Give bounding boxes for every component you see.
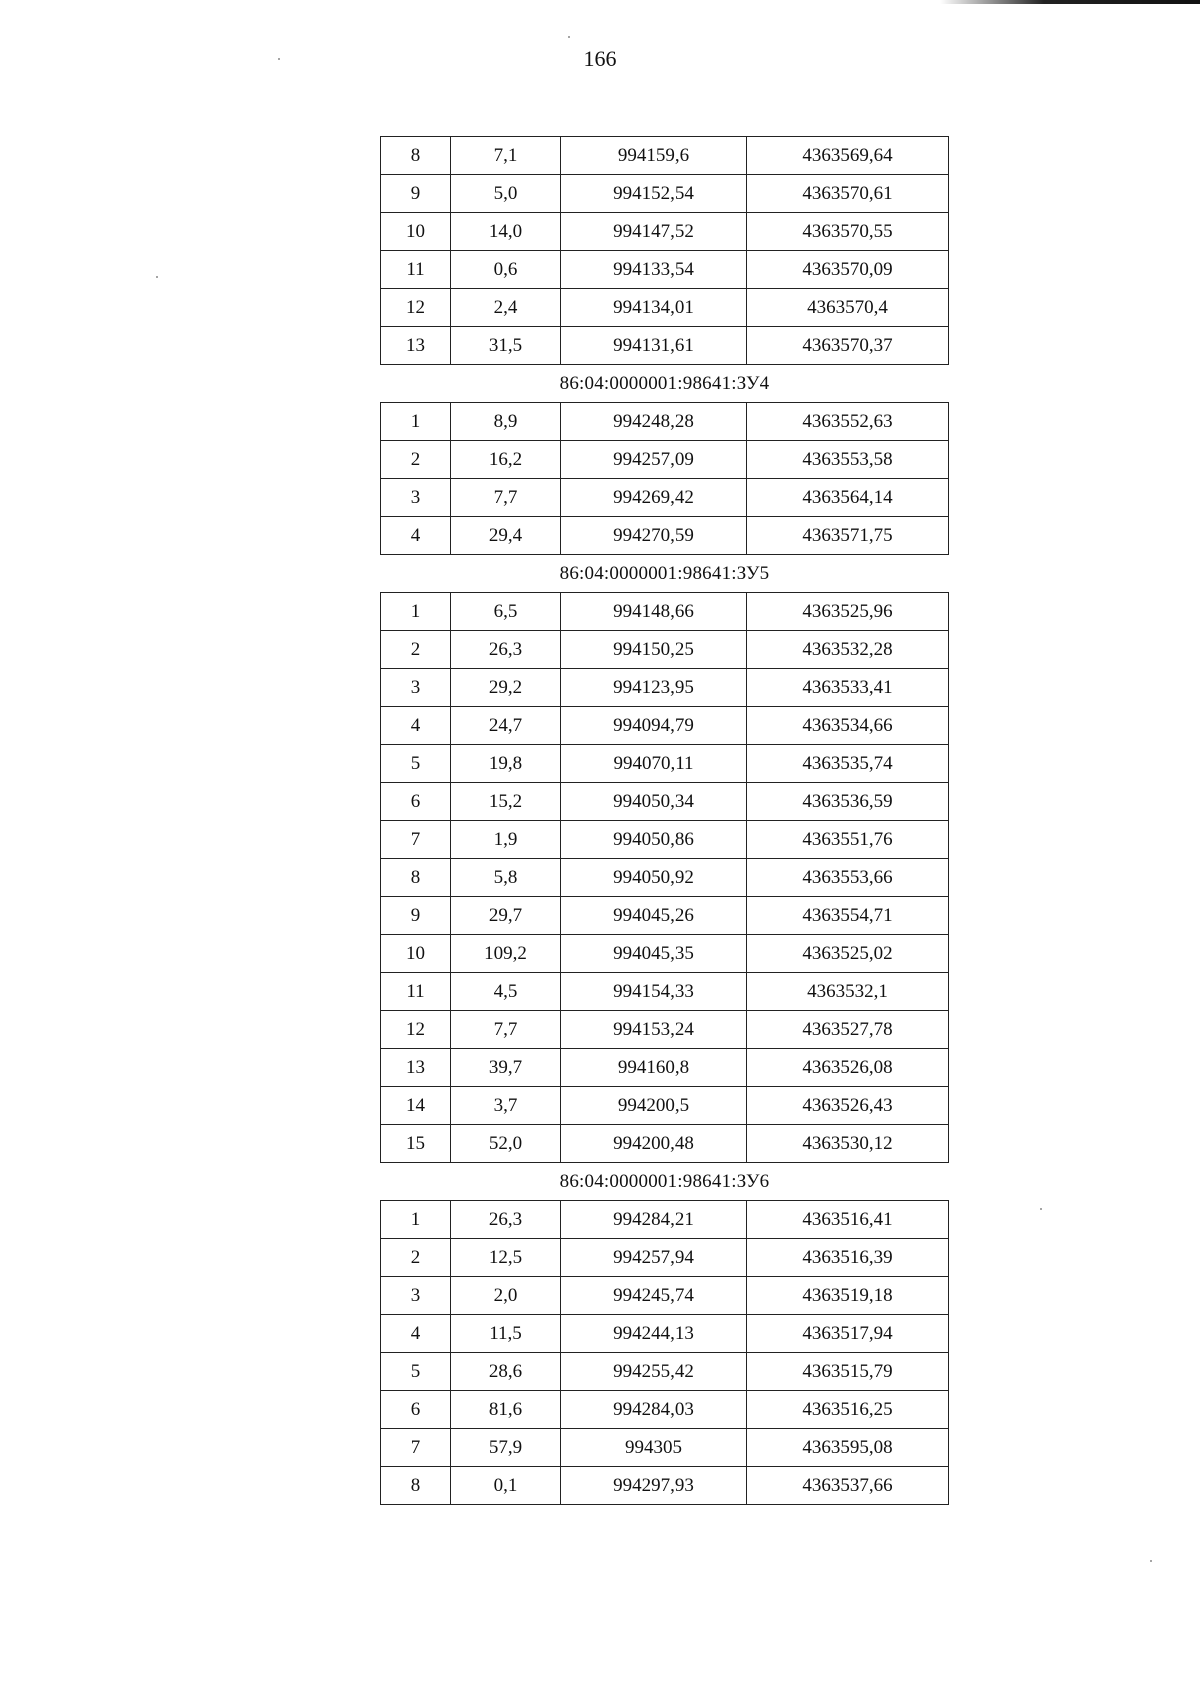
segment-length-cell: 28,6 (451, 1353, 561, 1391)
segment-length-cell: 0,1 (451, 1467, 561, 1505)
point-number-cell: 8 (381, 859, 451, 897)
point-number-cell: 9 (381, 175, 451, 213)
x-coordinate-cell: 994148,66 (561, 593, 747, 631)
y-coordinate-cell: 4363570,09 (747, 251, 949, 289)
point-number-cell: 4 (381, 517, 451, 555)
table-row (381, 327, 949, 365)
x-coordinate-cell: 994255,42 (561, 1353, 747, 1391)
table-row (381, 1429, 949, 1467)
point-number-cell: 3 (381, 669, 451, 707)
segment-length-cell: 39,7 (451, 1049, 561, 1087)
y-coordinate-cell: 4363553,66 (747, 859, 949, 897)
x-coordinate-cell: 994284,03 (561, 1391, 747, 1429)
table-row (381, 251, 949, 289)
scan-edge-line (940, 0, 1200, 4)
segment-length-cell: 8,9 (451, 403, 561, 441)
point-number-cell: 6 (381, 1391, 451, 1429)
segment-length-cell: 0,6 (451, 251, 561, 289)
table-row (381, 1201, 949, 1239)
table-row (381, 1467, 949, 1505)
point-number-cell: 15 (381, 1125, 451, 1163)
point-number-cell: 2 (381, 631, 451, 669)
x-coordinate-cell: 994050,92 (561, 859, 747, 897)
x-coordinate-cell: 994160,8 (561, 1049, 747, 1087)
segment-length-cell: 29,2 (451, 669, 561, 707)
x-coordinate-cell: 994153,24 (561, 1011, 747, 1049)
table-row (381, 1125, 949, 1163)
x-coordinate-cell: 994200,48 (561, 1125, 747, 1163)
y-coordinate-cell: 4363532,1 (747, 973, 949, 1011)
segment-length-cell: 81,6 (451, 1391, 561, 1429)
scan-speck (156, 276, 158, 278)
scan-speck (568, 36, 570, 38)
x-coordinate-cell: 994159,6 (561, 137, 747, 175)
point-number-cell: 12 (381, 1011, 451, 1049)
y-coordinate-cell: 4363525,96 (747, 593, 949, 631)
y-coordinate-cell: 4363551,76 (747, 821, 949, 859)
table-row (381, 289, 949, 327)
table-row (381, 783, 949, 821)
y-coordinate-cell: 4363571,75 (747, 517, 949, 555)
x-coordinate-cell: 994297,93 (561, 1467, 747, 1505)
y-coordinate-cell: 4363516,25 (747, 1391, 949, 1429)
parcel-id-cell: 86:04:0000001:98641:ЗУ5 (381, 555, 949, 593)
x-coordinate-cell: 994123,95 (561, 669, 747, 707)
table-row (381, 403, 949, 441)
segment-length-cell: 109,2 (451, 935, 561, 973)
table-row (381, 745, 949, 783)
table-row (381, 973, 949, 1011)
y-coordinate-cell: 4363526,08 (747, 1049, 949, 1087)
y-coordinate-cell: 4363570,61 (747, 175, 949, 213)
table-row (381, 593, 949, 631)
segment-length-cell: 7,7 (451, 1011, 561, 1049)
point-number-cell: 12 (381, 289, 451, 327)
point-number-cell: 9 (381, 897, 451, 935)
point-number-cell: 5 (381, 1353, 451, 1391)
y-coordinate-cell: 4363525,02 (747, 935, 949, 973)
x-coordinate-cell: 994147,52 (561, 213, 747, 251)
segment-length-cell: 14,0 (451, 213, 561, 251)
x-coordinate-cell: 994284,21 (561, 1201, 747, 1239)
segment-length-cell: 26,3 (451, 1201, 561, 1239)
y-coordinate-cell: 4363570,37 (747, 327, 949, 365)
segment-length-cell: 2,4 (451, 289, 561, 327)
table-row (381, 669, 949, 707)
y-coordinate-cell: 4363526,43 (747, 1087, 949, 1125)
table-row (381, 137, 949, 175)
point-number-cell: 6 (381, 783, 451, 821)
table-row (381, 1239, 949, 1277)
point-number-cell: 8 (381, 137, 451, 175)
point-number-cell: 3 (381, 479, 451, 517)
table-row (381, 175, 949, 213)
table-row (381, 631, 949, 669)
parcel-id-cell: 86:04:0000001:98641:ЗУ6 (381, 1163, 949, 1201)
x-coordinate-cell: 994133,54 (561, 251, 747, 289)
table-row (381, 1011, 949, 1049)
scan-speck (1040, 1208, 1042, 1210)
x-coordinate-cell: 994045,26 (561, 897, 747, 935)
x-coordinate-cell: 994305 (561, 1429, 747, 1467)
x-coordinate-cell: 994152,54 (561, 175, 747, 213)
x-coordinate-cell: 994070,11 (561, 745, 747, 783)
point-number-cell: 11 (381, 251, 451, 289)
point-number-cell: 1 (381, 593, 451, 631)
table-row (381, 707, 949, 745)
segment-length-cell: 19,8 (451, 745, 561, 783)
y-coordinate-cell: 4363530,12 (747, 1125, 949, 1163)
table-row (381, 821, 949, 859)
y-coordinate-cell: 4363554,71 (747, 897, 949, 935)
segment-length-cell: 2,0 (451, 1277, 561, 1315)
segment-length-cell: 29,4 (451, 517, 561, 555)
table-row (381, 517, 949, 555)
point-number-cell: 4 (381, 1315, 451, 1353)
table-row (381, 1315, 949, 1353)
point-number-cell: 1 (381, 403, 451, 441)
x-coordinate-cell: 994245,74 (561, 1277, 747, 1315)
y-coordinate-cell: 4363570,4 (747, 289, 949, 327)
segment-length-cell: 7,1 (451, 137, 561, 175)
x-coordinate-cell: 994269,42 (561, 479, 747, 517)
segment-length-cell: 15,2 (451, 783, 561, 821)
segment-length-cell: 4,5 (451, 973, 561, 1011)
y-coordinate-cell: 4363595,08 (747, 1429, 949, 1467)
table-row (381, 1087, 949, 1125)
point-number-cell: 3 (381, 1277, 451, 1315)
y-coordinate-cell: 4363533,41 (747, 669, 949, 707)
parcel-id-cell: 86:04:0000001:98641:ЗУ4 (381, 365, 949, 403)
point-number-cell: 1 (381, 1201, 451, 1239)
x-coordinate-cell: 994050,86 (561, 821, 747, 859)
table-row (381, 935, 949, 973)
y-coordinate-cell: 4363517,94 (747, 1315, 949, 1353)
segment-length-cell: 11,5 (451, 1315, 561, 1353)
y-coordinate-cell: 4363535,74 (747, 745, 949, 783)
x-coordinate-cell: 994154,33 (561, 973, 747, 1011)
x-coordinate-cell: 994200,5 (561, 1087, 747, 1125)
y-coordinate-cell: 4363569,64 (747, 137, 949, 175)
x-coordinate-cell: 994045,35 (561, 935, 747, 973)
point-number-cell: 2 (381, 441, 451, 479)
point-number-cell: 10 (381, 213, 451, 251)
segment-length-cell: 16,2 (451, 441, 561, 479)
segment-length-cell: 12,5 (451, 1239, 561, 1277)
segment-length-cell: 31,5 (451, 327, 561, 365)
table-row (381, 441, 949, 479)
segment-length-cell: 26,3 (451, 631, 561, 669)
y-coordinate-cell: 4363534,66 (747, 707, 949, 745)
x-coordinate-cell: 994257,94 (561, 1239, 747, 1277)
table-row (381, 1049, 949, 1087)
section-header-row (381, 1163, 949, 1201)
scan-speck (1150, 1560, 1152, 1562)
table-row (381, 859, 949, 897)
y-coordinate-cell: 4363553,58 (747, 441, 949, 479)
coordinates-table (380, 136, 949, 1505)
segment-length-cell: 1,9 (451, 821, 561, 859)
point-number-cell: 13 (381, 327, 451, 365)
x-coordinate-cell: 994134,01 (561, 289, 747, 327)
point-number-cell: 11 (381, 973, 451, 1011)
scan-speck (278, 58, 280, 60)
y-coordinate-cell: 4363537,66 (747, 1467, 949, 1505)
x-coordinate-cell: 994050,34 (561, 783, 747, 821)
point-number-cell: 2 (381, 1239, 451, 1277)
point-number-cell: 14 (381, 1087, 451, 1125)
table-row (381, 897, 949, 935)
x-coordinate-cell: 994150,25 (561, 631, 747, 669)
x-coordinate-cell: 994244,13 (561, 1315, 747, 1353)
segment-length-cell: 52,0 (451, 1125, 561, 1163)
y-coordinate-cell: 4363516,39 (747, 1239, 949, 1277)
table-row (381, 213, 949, 251)
point-number-cell: 10 (381, 935, 451, 973)
x-coordinate-cell: 994270,59 (561, 517, 747, 555)
segment-length-cell: 57,9 (451, 1429, 561, 1467)
point-number-cell: 7 (381, 821, 451, 859)
segment-length-cell: 3,7 (451, 1087, 561, 1125)
point-number-cell: 5 (381, 745, 451, 783)
x-coordinate-cell: 994131,61 (561, 327, 747, 365)
segment-length-cell: 5,0 (451, 175, 561, 213)
table-row (381, 1353, 949, 1391)
x-coordinate-cell: 994094,79 (561, 707, 747, 745)
x-coordinate-cell: 994248,28 (561, 403, 747, 441)
table-row (381, 479, 949, 517)
y-coordinate-cell: 4363515,79 (747, 1353, 949, 1391)
y-coordinate-cell: 4363536,59 (747, 783, 949, 821)
segment-length-cell: 24,7 (451, 707, 561, 745)
page-number: 166 (583, 46, 617, 71)
point-number-cell: 13 (381, 1049, 451, 1087)
segment-length-cell: 29,7 (451, 897, 561, 935)
y-coordinate-cell: 4363532,28 (747, 631, 949, 669)
table-row (381, 1277, 949, 1315)
section-header-row (381, 365, 949, 403)
y-coordinate-cell: 4363519,18 (747, 1277, 949, 1315)
point-number-cell: 8 (381, 1467, 451, 1505)
y-coordinate-cell: 4363570,55 (747, 213, 949, 251)
point-number-cell: 7 (381, 1429, 451, 1467)
segment-length-cell: 7,7 (451, 479, 561, 517)
table-row (381, 1391, 949, 1429)
coordinates-table-body (381, 137, 949, 1505)
y-coordinate-cell: 4363527,78 (747, 1011, 949, 1049)
y-coordinate-cell: 4363516,41 (747, 1201, 949, 1239)
section-header-row (381, 555, 949, 593)
segment-length-cell: 6,5 (451, 593, 561, 631)
x-coordinate-cell: 994257,09 (561, 441, 747, 479)
y-coordinate-cell: 4363552,63 (747, 403, 949, 441)
segment-length-cell: 5,8 (451, 859, 561, 897)
y-coordinate-cell: 4363564,14 (747, 479, 949, 517)
point-number-cell: 4 (381, 707, 451, 745)
